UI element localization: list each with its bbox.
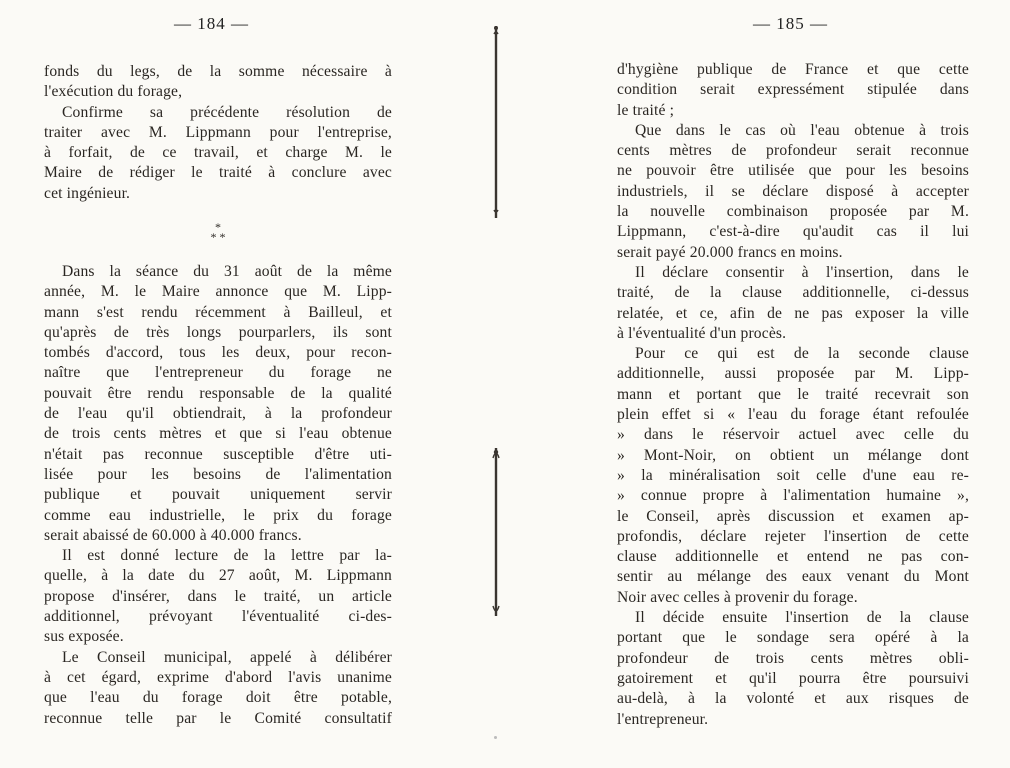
text-line: cet ingénieur.	[44, 184, 131, 202]
text-line: la nouvelle combinaison proposée par M.	[617, 203, 969, 221]
text-line: l'entrepreneur.	[617, 710, 709, 728]
text-line: traité, de la clause additionnelle, ci-dessus	[617, 284, 969, 302]
text-line: mann s'est rendu récemment à Bailleul, et	[44, 303, 392, 321]
text-line: propose d'insérer, dans le traité, un article	[44, 587, 392, 605]
page-number-184: — 184 —	[174, 14, 249, 33]
text-line: additionnel, prévoyant l'éventualité ci-des-	[44, 608, 392, 626]
text-line: l'exécution du forage,	[44, 83, 183, 101]
text-line: condition serait expressément stipulée dans	[617, 81, 969, 99]
text-line: cents mètres de profondeur serait reconnue	[617, 142, 969, 160]
text-line: à cet égard, exprime d'abord l'avis unanime	[44, 668, 392, 686]
text-line: Il décide ensuite l'insertion de la clause	[635, 609, 969, 627]
right-paragraph-block	[617, 60, 969, 730]
text-line: à forfait, de ce travail, et charge M. le	[44, 144, 392, 162]
text-line: naître que l'entrepreneur du forage ne	[44, 364, 392, 382]
left-paragraph-block-1	[44, 62, 392, 204]
binding-mark-top	[489, 24, 503, 220]
text-line: lisée pour les besoins de l'alimentation	[44, 465, 392, 483]
text-line: Il est donné lecture de la lettre par la-	[62, 547, 392, 565]
text-line: de trois cents mètres et que si l'eau obtenue	[44, 425, 392, 443]
binding-speck	[494, 736, 497, 739]
right-page	[505, 0, 1010, 768]
text-line: clause additionnelle et entend ne pas con-	[617, 548, 969, 566]
text-line: serait payé 20.000 francs en moins.	[617, 243, 843, 261]
text-line: sentir au mélange des eaux venant du Mont	[617, 568, 969, 586]
text-line: industriels, il se déclare disposé à accepter	[617, 182, 969, 200]
text-line: de l'eau qu'il obtiendrait, à la profondeur	[44, 405, 392, 423]
text-line: Dans la séance du 31 août de la même	[62, 263, 392, 280]
text-line: serait abaissé de 60.000 à 40.000 francs.	[44, 526, 302, 544]
text-line: » la minéralisation soit celle d'une eau re-	[617, 466, 969, 484]
text-line: additionnelle, aussi proposée par M. Lipp-	[617, 365, 969, 383]
text-line: Le Conseil municipal, appelé à délibérer	[62, 648, 392, 666]
text-line: n'était pas reconnue susceptible d'être uti-	[44, 445, 392, 463]
text-line: Noir avec celles à provenir du forage.	[617, 588, 858, 606]
left-paragraph-block-2	[44, 262, 392, 729]
text-line: profondis, déclare rejeter l'insertion de cette	[617, 527, 969, 545]
text-line: relatée, et ce, afin de ne pas exposer la ville	[617, 304, 969, 322]
text-line: à l'éventualité d'un procès.	[617, 324, 787, 342]
text-line: année, M. le Maire annonce que M. Lipp-	[44, 283, 392, 301]
text-line: sus exposée.	[44, 628, 124, 646]
text-line: qu'après de très longs pourparlers, ils sont	[44, 323, 392, 341]
text-line: pouvait être rendu responsable de la qualité	[44, 384, 392, 402]
text-line: publique et pouvait uniquement servir	[44, 486, 392, 504]
text-line: ne pouvoir être utilisée que pour les besoins	[617, 162, 969, 180]
asterism-bottom: * *	[210, 230, 226, 244]
text-line: Maire de rédiger le traité à conclure avec	[44, 164, 392, 182]
text-line: Lippmann, c'est-à-dire qu'audit cas il lui	[617, 223, 969, 241]
text-line: d'hygiène publique de France et que cette	[617, 61, 969, 78]
page-number-185: — 185 —	[753, 14, 828, 33]
text-line: Il déclare consentir à l'insertion, dans le	[635, 263, 969, 281]
text-line: » Mont-Noir, on obtient un mélange dont	[617, 446, 969, 464]
text-line: plein effet si « l'eau du forage étant refoulée	[617, 406, 969, 424]
text-line: Confirme sa précédente résolution de	[62, 103, 392, 121]
text-line: tombés d'accord, tous les deux, pour recon-	[44, 344, 392, 362]
text-line: quelle, à la date du 27 août, M. Lippmann	[44, 567, 392, 585]
text-line: le Conseil, après discussion et examen ap-	[617, 507, 969, 525]
text-line: fonds du legs, de la somme nécessaire à	[44, 63, 392, 80]
text-line: au-delà, à la volonté et aux risques de	[617, 690, 969, 708]
section-separator-asterism	[206, 222, 230, 242]
text-line: profondeur de trois cents mètres obli-	[617, 649, 969, 667]
text-line: traiter avec M. Lippmann pour l'entreprise,	[44, 123, 392, 141]
binding-mark-bottom	[489, 446, 503, 618]
text-line: » connue propre à l'alimentation humaine »,	[617, 487, 969, 505]
text-line: gatoirement et qu'il pourra être poursuivi	[617, 669, 969, 687]
left-page	[0, 0, 495, 768]
text-line: portant que le sondage sera opéré à la	[617, 629, 969, 647]
text-line: mann et portant que le traité recevrait son	[617, 385, 969, 403]
text-line: Pour ce qui est de la seconde clause	[635, 345, 969, 363]
text-line: Que dans le cas où l'eau obtenue à trois	[635, 121, 969, 139]
text-line: comme eau industrielle, le prix du forage	[44, 506, 392, 524]
text-line: le traité ;	[617, 101, 675, 119]
text-line: » dans le réservoir actuel avec celle du	[617, 426, 969, 444]
text-line: que l'eau du forage doit être potable,	[44, 689, 392, 707]
text-line: reconnue telle par le Comité consultatif	[44, 709, 392, 727]
asterism-top: *	[215, 220, 221, 234]
